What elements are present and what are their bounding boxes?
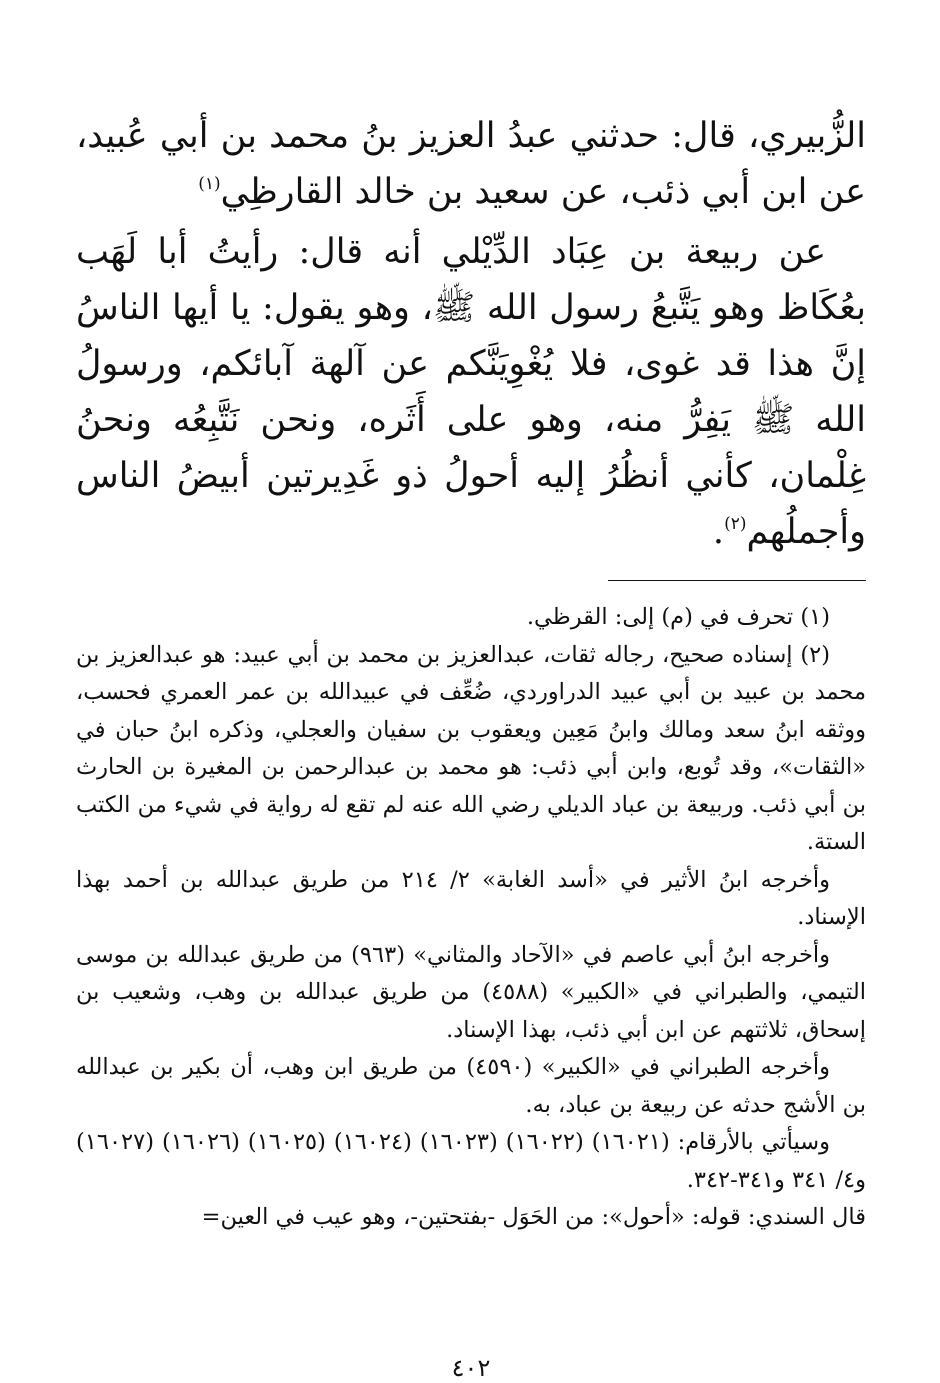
footnote-2: (٢) إسناده صحيح، رجاله ثقات، عبدالعزيز بن محمد بن أبي عبيد: هو عبدالعزيز بن محمد بن عبيد بن أبي عبيد الدراوردي، ضُعِّف في عبيدالله بن عمر العمري فحسب، ووثقه ابنُ سعد ومالك وابنُ مَعِين ويعقوب بن سفيان والعجلي، وذكره ابنُ حبان في «الثقات»، وقد تُوبع، وابن أبي ذئب: هو محمد بن عبدالرحمن بن المغيرة بن الحارث بن أبي ذئب. وربيعة بن عباد الديلي رضي الله عنه لم تقع له رواية في شيء من الكتب الستة. [76, 641, 866, 855]
footnote-2-continuation-3: وأخرجه الطبراني في «الكبير» (٤٥٩٠) من طريق ابن وهب، أن بكير بن عبدالله بن الأشج حدثه عن ربيعة بن عباد، به. [76, 1054, 866, 1118]
footnote-ref-1[interactable]: (١) [198, 174, 221, 194]
main-paragraph-1 [76, 108, 866, 220]
main-paragraph-2-end: . [712, 512, 725, 552]
main-paragraph-2 [76, 224, 866, 560]
main-paragraph-1-text: الزُّبيري، قال: حدثني عبدُ العزيز بنُ محمد بن أبي عُبيد، عن ابن أبي ذئب، عن سعيد بن خالد القارظِي [76, 116, 866, 212]
footnote-2-continuation-5: قال السندي: قوله: «أحول»: من الحَوَل -بفتحتين-، وهو عيب في العين= [201, 1204, 866, 1230]
page [76, 108, 866, 1382]
footnote-2-continuation-2: وأخرجه ابنُ أبي عاصم في «الآحاد والمثاني» (٩٦٣) من طريق عبدالله بن موسى التيمي، والطبراني في «الكبير» (٤٥٨٨) من طريق عبدالله بن وهب، وشعيب بن إسحاق، ثلاثتهم عن ابن أبي ذئب، بهذا الإسناد. [76, 941, 866, 1043]
footnote-2-continuation-1: وأخرجه ابنُ الأثير في «أسد الغابة» ٢/ ٢١٤ من طريق عبدالله بن أحمد بهذا الإسناد. [76, 866, 866, 930]
footnote-ref-2[interactable]: (٢) [724, 514, 747, 534]
footnote-1: (١) تحرف في (م) إلى: القرظي. [526, 604, 830, 630]
main-text [76, 108, 866, 560]
main-paragraph-2-text: عن ربيعة بن عِبَاد الدِّيْلي أنه قال: رأيتُ أبا لَهَب بعُكَاظ وهو يَتَّبعُ رسول الله ﷺ، وهو يقول: يا أيها الناسُ إنَّ هذا قد غوى، فلا يُغْوِيَنَّكم عن آلهة آبائكم، ورسولُ الله ﷺ يَفِرُّ منه، وهو على أَثَره، ونحن نَتَّبِعُه ونحنُ غِلْمان، كأني أنظُرُ إليه أحولُ ذو غَدِيرتين أبيضُ الناس وأجملُهم [76, 232, 866, 552]
page-number: ٤٠٢ [451, 1354, 491, 1382]
footnote-separator [608, 580, 866, 581]
footnote-2-continuation-4: وسيأتي بالأرقام: (١٦٠٢١) (١٦٠٢٢) (١٦٠٢٣) (١٦٠٢٤) (١٦٠٢٥) (١٦٠٢٦) (١٦٠٢٧) و٤/ ٣٤١ و٣٤١-٣٤٢. [76, 1129, 866, 1193]
footnotes [76, 599, 866, 1237]
